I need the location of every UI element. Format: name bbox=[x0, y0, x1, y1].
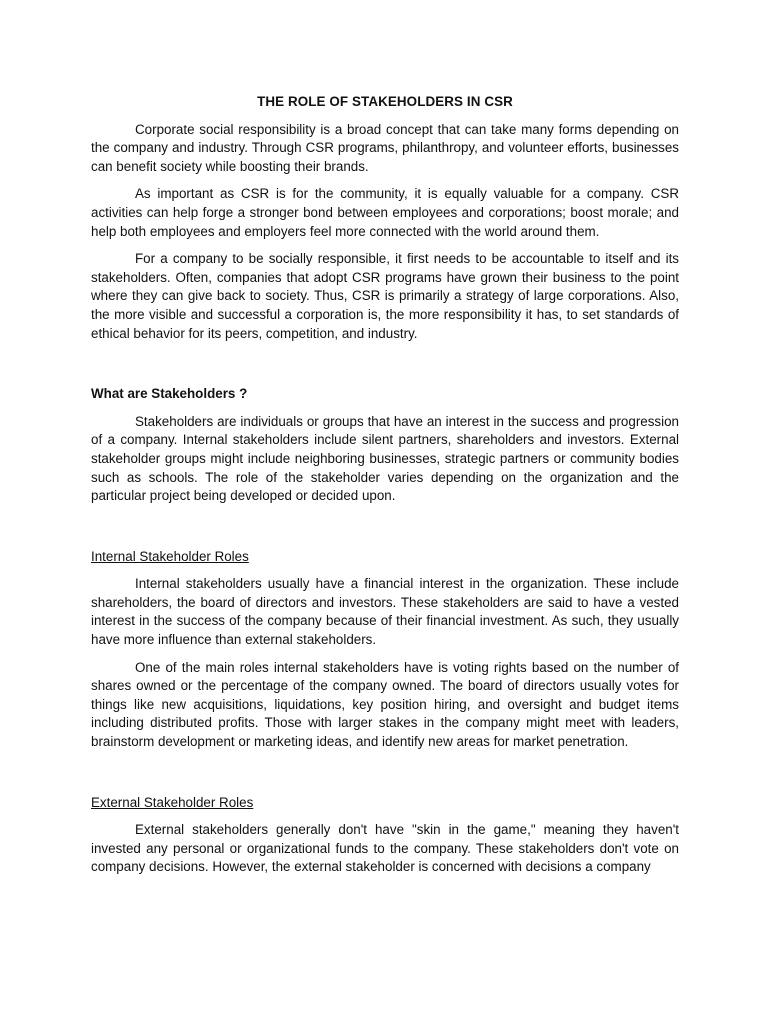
stakeholders-paragraph-1: Stakeholders are individuals or groups that have an interest in the success and progression of a company. Internal stakeholders include silent partners, shareholders and investors. External stakeholder groups might include neighboring businesses, strategic partners or community bodies such as schools. The role of the stakeholder varies depending on the organization and the particular project being developed or decided upon. bbox=[91, 413, 679, 504]
intro-paragraph-2: As important as CSR is for the community, it is equally valuable for a company. CSR activities can help forge a stronger bond between employees and corporations; boost morale; and help both employees and employers feel more connected with the world around them. bbox=[91, 186, 679, 239]
intro-paragraph-1: Corporate social responsibility is a broad concept that can take many forms depending on the company and industry. Through CSR programs, philanthropy, and volunteer efforts, businesses can benefit society while boosting their brands. bbox=[91, 121, 679, 174]
external-stakeholder-heading: External Stakeholder Roles bbox=[91, 794, 254, 810]
intro-paragraph-3: For a company to be socially responsible, it first needs to be accountable to itself and its stakeholders. Often, companies that adopt CSR programs have grown their business to the point where they can give back to society. Thus, CSR is primarily a strategy of large corporations. Also, the more visible and successful a corporation is, the more responsibility it has, to set standards of ethical behavior for its peers, competition, and industry. bbox=[91, 251, 679, 341]
internal-paragraph-2: One of the main roles internal stakeholders have is voting rights based on the number of shares owned or the percentage of the company owned. The board of directors usually votes for things like new acquisitions, liquidations, key position hiring, and oversight and budget items including distributed profits. Those with larger stakes in the company might meet with leaders, brainstorm development or marketing ideas, and identify new areas for market penetration. bbox=[91, 659, 679, 750]
internal-stakeholder-heading: Internal Stakeholder Roles bbox=[91, 548, 249, 564]
document-page bbox=[91, 93, 679, 886]
document-title: THE ROLE OF STAKEHOLDERS IN CSR bbox=[257, 94, 513, 109]
stakeholders-heading: What are Stakeholders ? bbox=[91, 386, 248, 402]
external-paragraph-1: External stakeholders generally don't have "skin in the game," meaning they haven't invested any personal or organizational funds to the company. These stakeholders don't vote on company decisions. However, the external stakeholder is concerned with decisions a company bbox=[91, 822, 679, 875]
internal-paragraph-1: Internal stakeholders usually have a financial interest in the organization. These include shareholders, the board of directors and investors. These stakeholders are said to have a vested interest in the success of the company because of their financial investment. As such, they usually have more influence than external stakeholders. bbox=[91, 576, 679, 648]
